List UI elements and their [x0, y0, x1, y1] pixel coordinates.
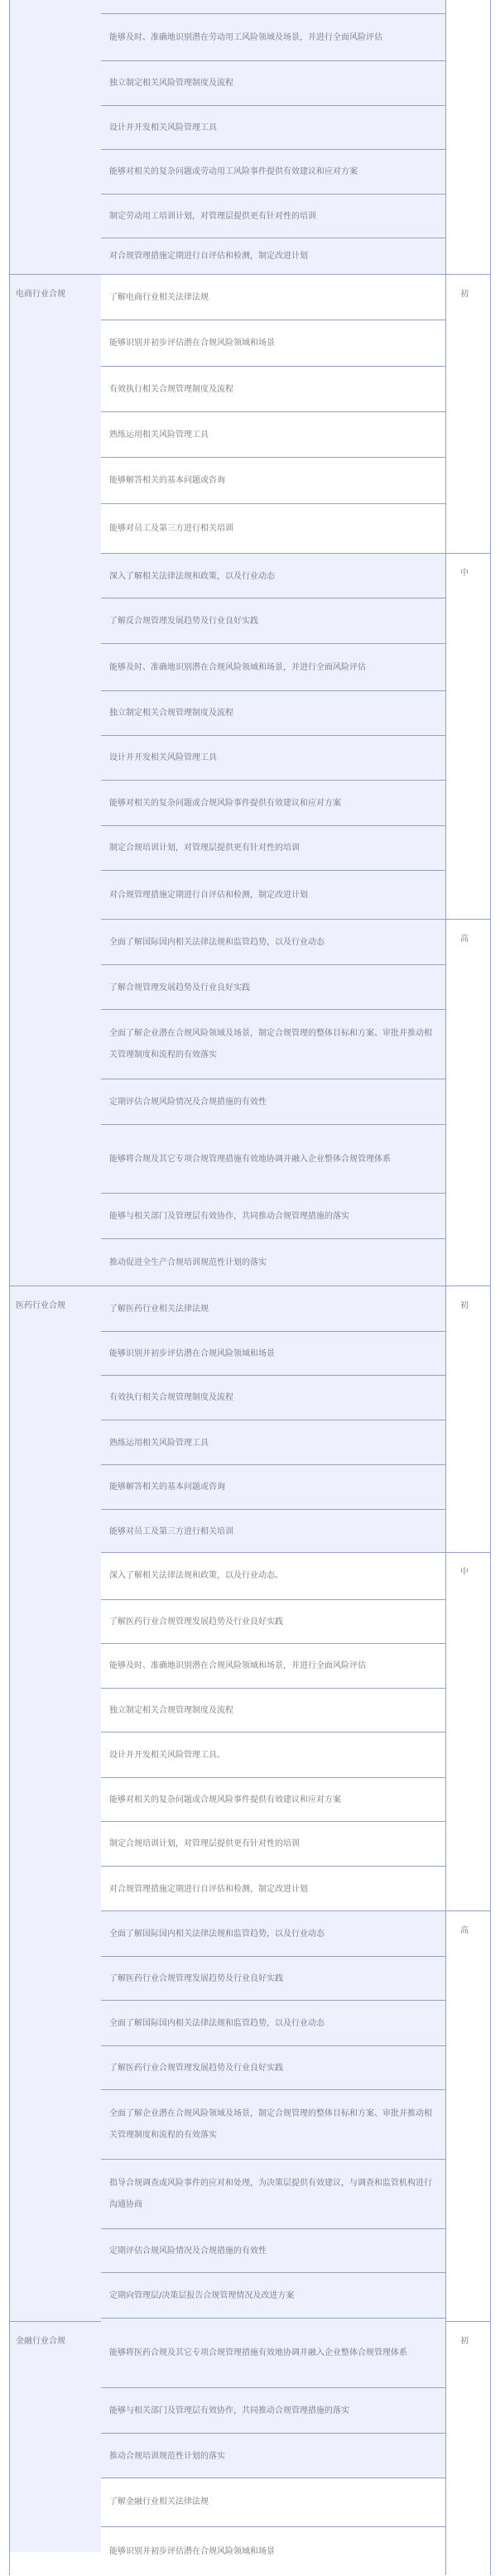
requirement-row: [101, 2228, 445, 2274]
level-label: 初: [460, 1301, 469, 1310]
requirement-row: [101, 1688, 445, 1733]
requirement-text: 能够对员工及第三方进行相关培训: [109, 524, 233, 533]
level-cell: [446, 2321, 491, 2552]
requirement-text: 独立制定相关合规管理制度及流程: [109, 1706, 233, 1715]
requirement-text: 能够及时、准确地识别潜在合规风险领域和场景，并进行全面风险评估: [109, 1661, 366, 1670]
requirement-row: [101, 919, 445, 965]
requirement-row: [101, 1866, 445, 1912]
requirement-row: [101, 2433, 445, 2479]
requirement-text: 全面了解国际国内相关法律法规和监管趋势，以及行业动态: [109, 2018, 325, 2028]
requirement-text: 能够解答相关的基本问题或咨询: [109, 476, 225, 485]
requirement-row: [101, 964, 445, 1011]
level-label: 初: [460, 2337, 469, 2346]
requirement-row: [101, 2159, 445, 2229]
requirement-text: 能够及时、准确地识别潜在劳动用工风险领域及场景，并进行全面风险评估: [109, 32, 382, 42]
requirement-row: [101, 1009, 445, 1079]
requirement-row: [101, 1464, 445, 1510]
requirement-row: [101, 1193, 445, 1239]
requirement-text: 能够将合规及其它专项合规管理措施有效地协调并融入企业整体合规管理体系: [109, 1154, 391, 1164]
requirement-row: [101, 1643, 445, 1689]
requirement-text: 能够与相关部门及管理层有效协作，共同推动合规管理措施的落实: [109, 2405, 349, 2415]
requirement-text: 定期评估合规风险情况及合规措施的有效性: [109, 1097, 267, 1107]
requirement-row: [101, 1079, 445, 1125]
requirement-row: [101, 1331, 445, 1377]
requirement-text: 设计并开发相关风险管理工具: [109, 123, 217, 132]
level-cell: [446, 919, 491, 1286]
level-label: 中: [460, 569, 469, 578]
requirement-text: 了解反合规管理发展趋势及行业良好实践: [109, 616, 258, 626]
requirement-row: [101, 13, 445, 61]
industry-name: 金融行业合规: [16, 2337, 65, 2346]
requirement-text: 对合规管理措施定期进行自评估和检测，制定改进计划: [109, 1884, 308, 1894]
level-label: 高: [460, 935, 469, 944]
requirement-text: 定期评估合规风险情况及合规措施的有效性: [109, 2247, 267, 2256]
level-cell: [446, 1552, 491, 1910]
requirement-row: [101, 320, 445, 367]
requirement-row: [101, 194, 445, 239]
requirement-text: 了解金融行业相关法律法规: [109, 2497, 209, 2506]
level-label: 高: [460, 1926, 469, 1935]
requirement-row: [101, 825, 445, 871]
requirement-row: [101, 2526, 445, 2576]
requirement-text: 全面了解国际国内相关法律法规和监管趋势，以及行业动态: [109, 937, 325, 947]
requirement-row: [101, 0, 445, 14]
requirement-text: 能够与相关部门及管理层有效协作，共同推动合规管理措施的落实: [109, 1211, 349, 1221]
requirement-row: [101, 643, 445, 691]
level-label: 初: [460, 290, 469, 299]
requirement-row: [101, 1599, 445, 1645]
requirement-text: 设计并开发相关风险管理工具: [109, 753, 217, 762]
level-cell: [446, 1286, 491, 1552]
industry-cell: [10, 274, 101, 1286]
requirement-row: [101, 2477, 445, 2526]
requirement-text: 熟练运用相关风险管理工具: [109, 1438, 209, 1448]
requirement-text: 全面了解企业潜在合规风险领域及场景，制定合规管理的整体目标和方案、审批并推动相关管理制度和流程的有效落实: [109, 2108, 432, 2140]
requirement-row: [101, 1777, 445, 1823]
requirement-text: 能够解答相关的基本问题或咨询: [109, 1483, 225, 1492]
requirement-row: [101, 2318, 445, 2388]
requirement-text: 全面了解国际国内相关法律法规和监管趋势，以及行业动态: [109, 1929, 325, 1939]
requirement-text: 能够识别并初步评估潜在合规风险领域和场景: [109, 339, 275, 348]
competency-table: [9, 0, 491, 2575]
requirement-text: 能够将医药合规及其它专项合规管理措施有效地协调并融入企业整体合规管理体系: [109, 2348, 407, 2357]
requirement-text: 了解医药行业合规管理发展趋势及行业良好实践: [109, 2064, 283, 2073]
requirement-row: [101, 1910, 445, 1957]
requirement-text: 能够识别并初步评估潜在合规风险领域和场景: [109, 1349, 275, 1358]
requirement-row: [101, 1509, 445, 1554]
requirement-row: [101, 366, 445, 412]
requirement-text: 指导合规调查或风险事件的应对和处理，为决策层提供有效建议，与调查和监管机构进行沟通协商: [109, 2179, 432, 2209]
requirement-text: 设计并开发相关风险管理工具。: [109, 1750, 225, 1760]
requirements-column: [101, 0, 445, 2575]
requirement-row: [101, 238, 445, 275]
requirement-text: 推动促进全生产合规培训规范性计划的落实: [109, 1257, 267, 1267]
level-label: 中: [460, 1568, 469, 1577]
requirement-row: [101, 274, 445, 320]
requirement-text: 了解合规管理发展趋势及行业良好实践: [109, 983, 250, 992]
industry-name: 医药行业合规: [16, 1301, 65, 1310]
industry-cell: [10, 1286, 101, 2321]
requirement-row: [101, 1238, 445, 1286]
requirement-row: [101, 105, 445, 151]
requirement-text: 能够对员工及第三方进行相关培训: [109, 1526, 233, 1536]
requirement-row: [101, 2387, 445, 2434]
requirement-row: [101, 411, 445, 459]
requirement-text: 深入了解相关法律法规和政策，以及行业动态: [109, 571, 275, 581]
requirement-row: [101, 1732, 445, 1778]
requirement-row: [101, 1956, 445, 2002]
requirement-row: [101, 1552, 445, 1599]
requirement-text: 能够识别并初步评估潜在合规风险领域和场景: [109, 2546, 275, 2556]
level-cell: [446, 274, 491, 553]
requirement-text: 能够及时、准确地识别潜在合规风险领域和场景，并进行全面风险评估: [109, 662, 366, 672]
requirement-text: 全面了解企业潜在合规风险领域及场景，制定合规管理的整体目标和方案、审批并推动相关管理制度和流程的有效落实: [109, 1029, 432, 1060]
requirement-row: [101, 1375, 445, 1420]
requirement-text: 独立制定相关合规管理制度及流程: [109, 709, 233, 718]
level-cell: [446, 553, 491, 919]
industry-cell: [10, 2321, 101, 2552]
requirement-row: [101, 870, 445, 920]
requirement-text: 深入了解相关法律法规和政策，以及行业动态。: [109, 1571, 283, 1580]
requirement-row: [101, 780, 445, 827]
requirement-row: [101, 598, 445, 644]
requirement-text: 能够对相关的复杂问题或合规风险事件提供有效建议和应对方案: [109, 799, 341, 808]
level-cell: [446, 0, 491, 274]
requirement-row: [101, 1821, 445, 1867]
requirement-row: [101, 60, 445, 106]
level-column: [445, 0, 491, 2575]
requirement-row: [101, 149, 445, 195]
requirement-text: 了解医药行业合规管理发展趋势及行业良好实践: [109, 1974, 283, 1983]
requirement-row: [101, 2000, 445, 2046]
level-cell: [446, 1910, 491, 2321]
requirement-row: [101, 1420, 445, 1466]
requirement-row: [101, 2089, 445, 2159]
requirement-text: 能够对相关的复杂问题或合规风险事件提供有效建议和应对方案: [109, 1795, 341, 1805]
requirement-row: [101, 553, 445, 599]
requirement-row: [101, 503, 445, 554]
requirement-row: [101, 457, 445, 504]
requirement-text: 对合规管理措施定期进行自评估和检测，制定改进计划: [109, 890, 308, 900]
requirement-text: 了解医药行业相关法律法规: [109, 1304, 209, 1314]
requirement-row: [101, 2045, 445, 2091]
industry-column: [10, 0, 102, 2575]
requirement-text: 了解电商行业相关法律法规: [109, 292, 209, 302]
requirement-text: 有效执行相关合规管理制度及流程: [109, 384, 233, 394]
requirement-text: 推动合规培训规范性计划的落实: [109, 2451, 225, 2461]
requirement-text: 熟练运用相关风险管理工具: [109, 430, 209, 440]
requirement-text: 制定合规培训计划，对管理层提供更有针对性的培训: [109, 843, 300, 853]
requirement-text: 独立制定相关风险管理制度及流程: [109, 79, 233, 88]
requirement-text: 定期向管理层/决策层报告合规管理情况及改进方案: [109, 2290, 295, 2300]
requirement-text: 对合规管理措施定期进行自评估和检测，制定改进计划: [109, 252, 308, 261]
requirement-row: [101, 1286, 445, 1332]
requirement-row: [101, 735, 445, 781]
requirement-row: [101, 690, 445, 736]
requirement-text: 有效执行相关合规管理制度及流程: [109, 1393, 233, 1402]
requirement-text: 了解医药行业合规管理发展趋势及行业良好实践: [109, 1617, 283, 1627]
requirement-row: [101, 1124, 445, 1194]
requirement-text: 制定合规培训计划，对管理层提供更有针对性的培训: [109, 1839, 300, 1848]
industry-name: 电商行业合规: [16, 290, 65, 299]
requirement-text: 制定劳动用工培训计划，对管理层提供更有针对性的培训: [109, 212, 316, 221]
requirement-row: [101, 2272, 445, 2319]
requirement-text: 能够对相关的复杂问题或劳动用工风险事件提供有效建议和应对方案: [109, 167, 358, 176]
industry-cell: [10, 0, 101, 274]
